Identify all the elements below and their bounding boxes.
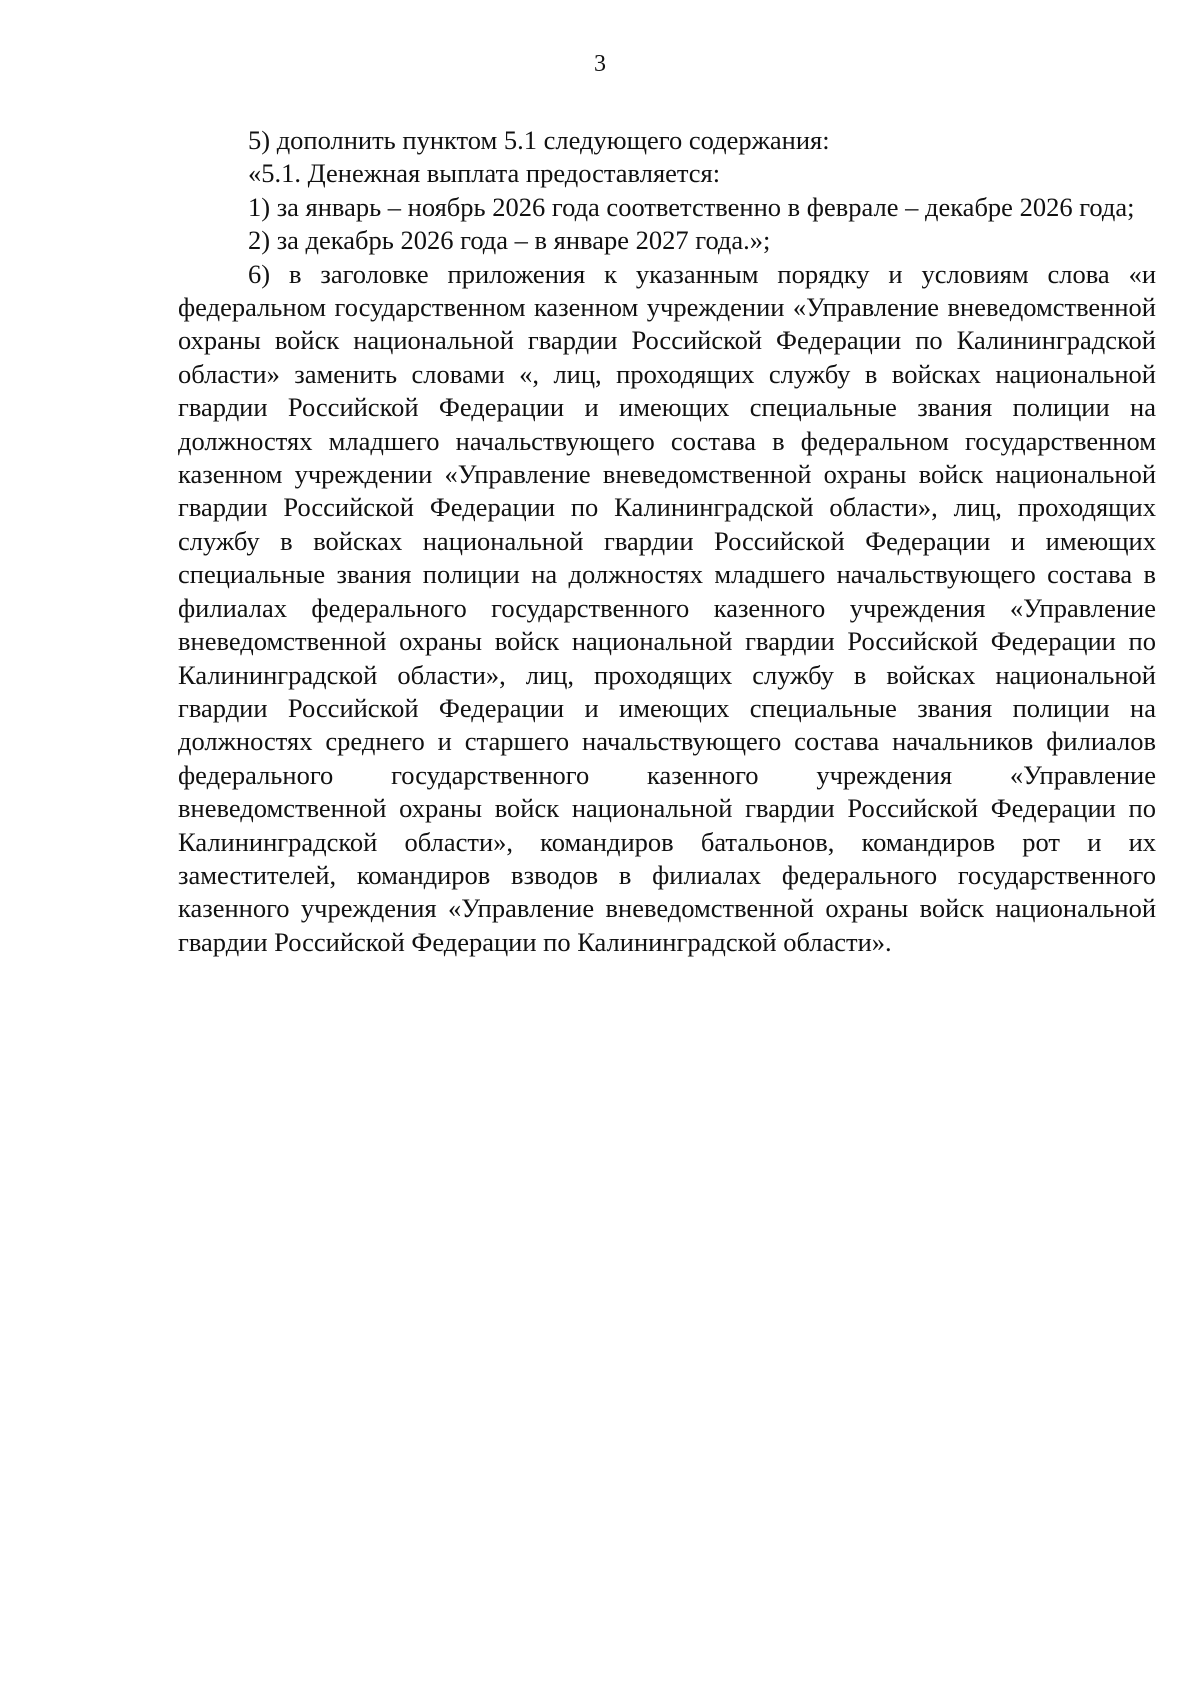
paragraph-quote-5-1: «5.1. Денежная выплата предоставляется: — [248, 158, 721, 189]
page-number: 3 — [594, 51, 606, 77]
document-body — [178, 124, 1156, 959]
paragraph-item-6: 6) в заголовке приложения к указанным порядку и условиям слова «и федеральном государственном казенном учреждении «Управление вневедомственной охраны войск национальной гвардии Российской Федерации по Калининградской области» заменить словами «, лиц, проходящих службу в войсках национальной гвардии Российской Федерации и имеющих специальные звания полиции на должностях младшего начальствующего состава в федеральном государственном казенном учреждении «Управление вневедомственной охраны войск национальной гвардии Российской Федерации по Калининградской области», лиц, проходящих службу в войсках национальной гвардии Российской Федерации и имеющих специальные звания полиции на должностях младшего начальствующего состава в филиалах федерального государственного казенного учреждения «Управление вневедомственной охраны войск национальной гвардии Российской Федерации по Калининградской области», лиц, проходящих службу в войсках национальной гвардии Российской Федерации и имеющих специальные звания полиции на должностях среднего и старшего начальствующего состава начальников филиалов федерального государственного казенного учреждения «Управление вневедомственной охраны войск национальной гвардии Российской Федерации по Калининградской области», командиров батальонов, командиров рот и их заместителей, командиров взводов в филиалах федерального государственного казенного учреждения «Управление вневедомственной охраны войск национальной гвардии Российской Федерации по Калининградской области». — [178, 258, 1156, 957]
paragraph-subitem-1: 1) за январь – ноябрь 2026 года соответственно в феврале – декабре 2026 года; — [248, 191, 1135, 222]
paragraph-subitem-2: 2) за декабрь 2026 года – в январе 2027 года.»; — [248, 225, 771, 256]
paragraph-item-5: 5) дополнить пунктом 5.1 следующего содержания: — [248, 125, 830, 155]
